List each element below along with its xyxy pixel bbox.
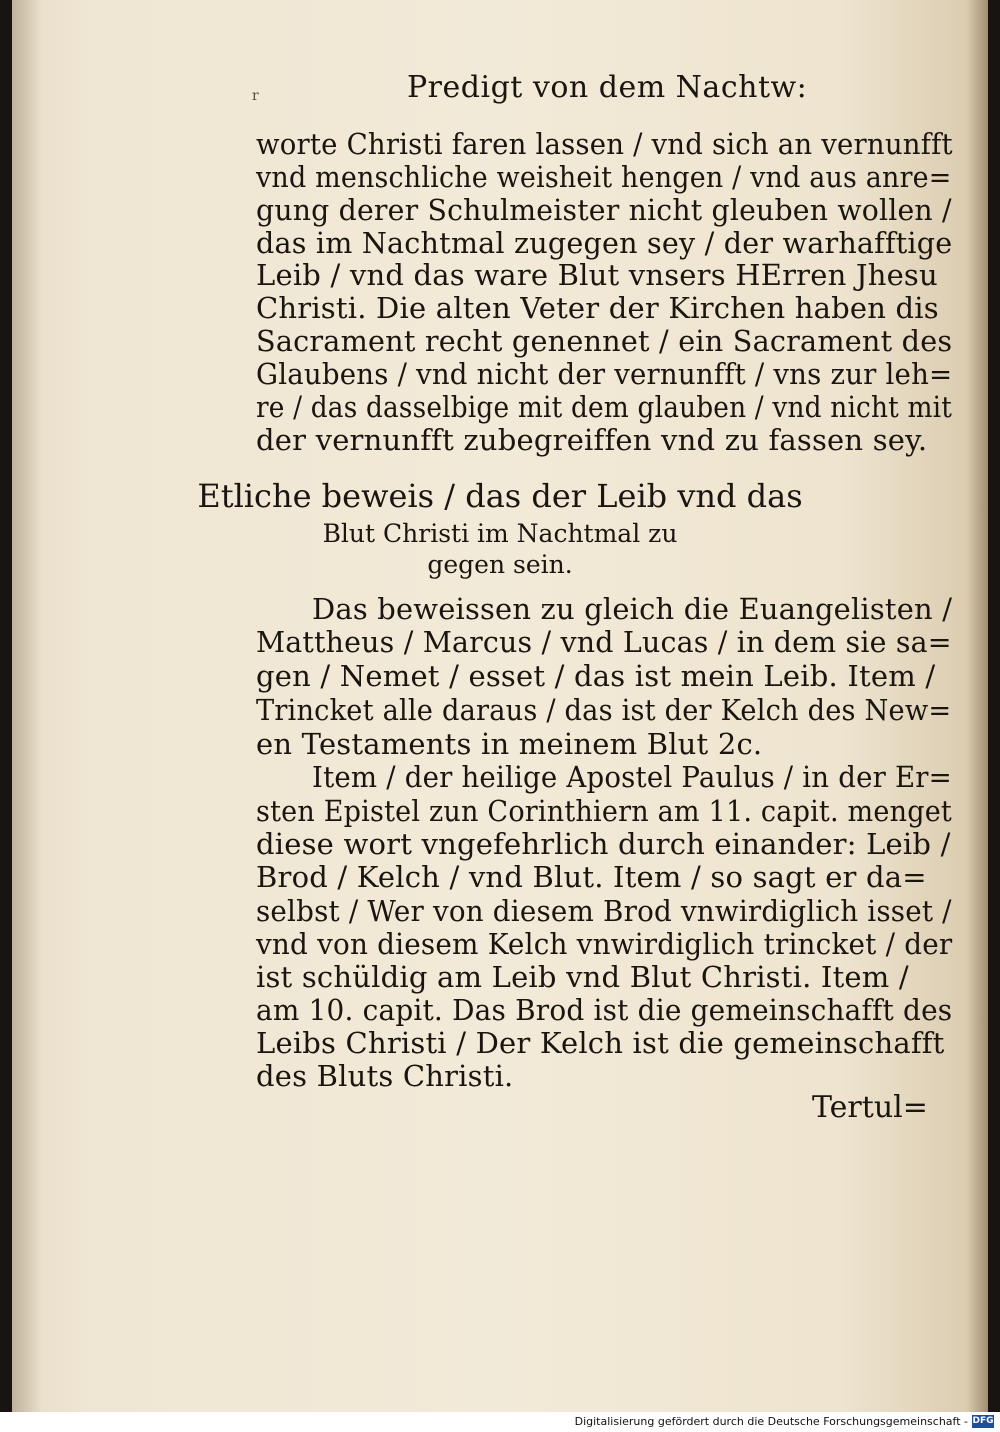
text-line: Leib / vnd das ware Blut vnsers HErren Jhesu [256, 258, 938, 292]
text-line: des Bluts Christi. [256, 1059, 514, 1093]
text-line: das im Nachtmal zugegen sey / der warhafftige [256, 226, 953, 260]
text-line: Das beweissen zu gleich die Euangelisten / [312, 592, 953, 626]
text-line: Trincket alle daraus / das ist der Kelch des New= [256, 693, 952, 727]
footer-bar [0, 1412, 1000, 1432]
book-page [12, 0, 988, 1412]
text-line: Sacrament recht genennet / ein Sacrament des [256, 324, 953, 358]
text-line: diese wort vngefehrlich durch einander: Leib / [256, 827, 951, 861]
catchword: Tertul= [812, 1090, 928, 1125]
dfg-logo-icon: DFG [972, 1416, 994, 1426]
text-line: Christi. Die alten Veter der Kirchen haben dis [256, 291, 939, 325]
text-line: vnd von diesem Kelch vnwirdiglich trincket / der [256, 927, 953, 961]
text-line: Brod / Kelch / vnd Blut. Item / so sagt er da= [256, 860, 927, 894]
text-line: Leibs Christi / Der Kelch ist die gemeinschafft [256, 1026, 945, 1060]
text-line: worte Christi faren lassen / vnd sich an vernunfft [256, 127, 953, 161]
heading-line: Blut Christi im Nachtmal zu [322, 519, 678, 548]
heading-line: gegen sein. [427, 550, 573, 579]
text-line: re / das dasselbige mit dem glauben / vnd nicht mit [256, 390, 953, 424]
text-line: Item / der heilige Apostel Paulus / in der Er= [312, 760, 953, 794]
funding-notice: Digitalisierung gefördert durch die Deutsche Forschungsgemeinschaft - [574, 1415, 968, 1428]
text-line: en Testaments in meinem Blut 2c. [256, 727, 763, 761]
text-line: sten Epistel zun Corinthiern am 11. capit. menget [256, 794, 952, 828]
text-line: der vernunfft zubegreiffen vnd zu fassen sey. [256, 423, 928, 457]
heading-line: Etliche beweis / das der Leib vnd das [197, 477, 803, 515]
folio-mark: r [252, 88, 259, 104]
text-line: gung derer Schulmeister nicht gleuben wollen / [256, 193, 952, 227]
text-line: am 10. capit. Das Brod ist die gemeinschafft des [256, 993, 953, 1027]
text-line: Mattheus / Marcus / vnd Lucas / in dem sie sa= [256, 625, 952, 659]
text-line: selbst / Wer von diesem Brod vnwirdiglich isset / [256, 894, 952, 928]
page-edge-shadow [966, 0, 988, 1412]
gutter-shadow [12, 0, 42, 1412]
running-head: Predigt von dem Nachtw: [407, 70, 808, 105]
text-line: vnd menschliche weisheit hengen / vnd aus anre= [256, 160, 952, 194]
text-line: Glaubens / vnd nicht der vernunfft / vns zur leh= [256, 357, 953, 391]
text-line: ist schüldig am Leib vnd Blut Christi. Item / [256, 960, 909, 994]
text-line: gen / Nemet / esset / das ist mein Leib. Item / [256, 659, 936, 693]
